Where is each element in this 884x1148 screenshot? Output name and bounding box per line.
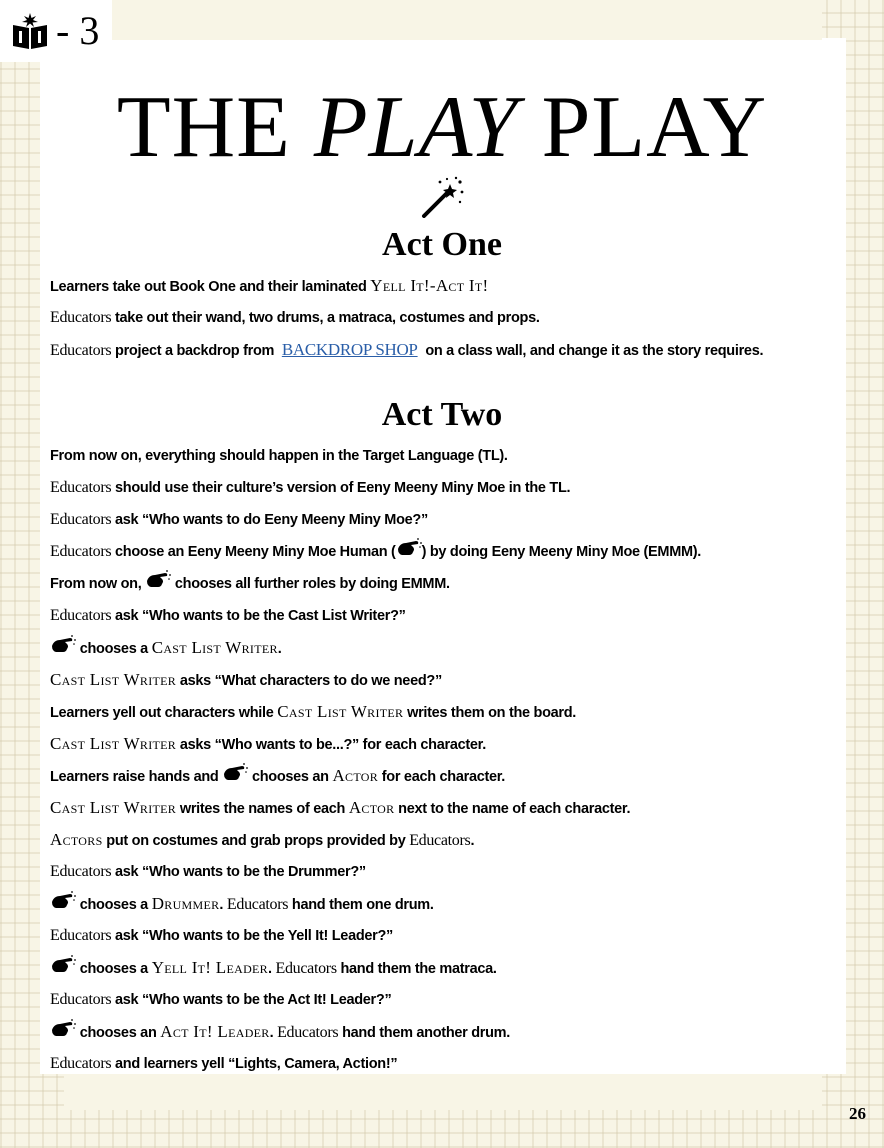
- list-item: [50, 760, 850, 792]
- book-number: - 3: [56, 8, 100, 53]
- list-item: [50, 664, 850, 696]
- cast-list-writer-term: Cast List Writer: [50, 734, 177, 753]
- line-text: hand them the matraca.: [336, 961, 497, 977]
- line-text: From now on,: [50, 576, 146, 592]
- title-part-play: PLAY: [518, 79, 768, 176]
- educators-term: Educators: [275, 960, 337, 977]
- line-text: next to the name of each character.: [394, 801, 631, 817]
- pointing-hand-icon: [50, 954, 76, 978]
- yell-it-leader-term: Yell It! Leader: [151, 958, 268, 977]
- pointing-hand-icon: [222, 762, 248, 786]
- act-it-leader-term: Act It! Leader: [160, 1022, 270, 1041]
- list-item: [50, 792, 850, 824]
- list-item: [50, 824, 850, 856]
- line-text: choose an Eeny Meeny Miny Moe Human (: [111, 544, 396, 560]
- list-item: [50, 856, 850, 888]
- educators-term: Educators: [50, 863, 112, 880]
- book-icon: [10, 11, 50, 51]
- line-text: From now on, everything should happen in the Target Language (TL).: [50, 448, 508, 464]
- line-text: chooses a: [76, 961, 152, 977]
- educators-term: Educators: [50, 309, 112, 326]
- line-text: asks “What characters to do we need?”: [176, 673, 442, 689]
- educators-term: Educators: [409, 832, 471, 849]
- line-text: ask “Who wants to be the Cast List Writer?”: [111, 608, 406, 624]
- line-text: writes them on the board.: [403, 705, 577, 721]
- line-text: should use their culture’s version of Eeny Meeny Miny Moe in the TL.: [111, 480, 571, 496]
- line-text: .: [219, 897, 227, 913]
- act-one-heading: Act One: [382, 226, 502, 263]
- pointing-hand-icon: [50, 890, 76, 914]
- cast-list-writer-term: Cast List Writer: [277, 702, 404, 721]
- act-two-list: [50, 440, 850, 1080]
- list-item: [50, 504, 850, 536]
- line-text: asks “Who wants to be...?” for each character.: [176, 737, 486, 753]
- line-text: ask “Who wants to be the Drummer?”: [111, 864, 366, 880]
- line-text: take out their wand, two drums, a matraca, costumes and props.: [111, 310, 540, 326]
- line-text: chooses all further roles by doing EMMM.: [171, 576, 450, 592]
- line-text: .: [268, 961, 276, 977]
- cast-list-writer-term: Cast List Writer: [50, 798, 177, 817]
- list-item: [50, 920, 850, 952]
- list-item: [50, 302, 850, 334]
- line-text: ask “Who wants to do Eeny Meeny Miny Moe?”: [111, 512, 428, 528]
- educators-term: Educators: [50, 511, 112, 528]
- line-text: on a class wall, and change it as the story requires.: [421, 343, 764, 359]
- cast-list-writer-term: Cast List Writer: [151, 638, 278, 657]
- pointing-hand-icon: [50, 634, 76, 658]
- yell-it-act-it-term: Yell It!-Act It!: [370, 276, 489, 295]
- page-number: 26: [849, 1104, 866, 1123]
- list-item: [50, 440, 850, 472]
- educators-term: Educators: [50, 1055, 112, 1072]
- title-part-the: THE: [116, 79, 314, 176]
- actors-term: Actors: [50, 830, 103, 849]
- educators-term: Educators: [277, 1024, 339, 1041]
- educators-term: Educators: [226, 896, 289, 913]
- list-item: [50, 472, 850, 504]
- line-text: .: [269, 1025, 278, 1041]
- educators-term: Educators: [50, 479, 112, 496]
- actor-term: Actor: [348, 798, 395, 817]
- line-text: chooses an: [76, 1025, 161, 1041]
- line-text: for each character.: [378, 769, 506, 785]
- page-title: [0, 79, 884, 176]
- line-text: Learners yell out characters while: [50, 705, 278, 721]
- act-two-heading: Act Two: [381, 396, 503, 433]
- list-item: [50, 1048, 850, 1080]
- list-item: [50, 984, 850, 1016]
- line-text: ask “Who wants to be the Act It! Leader?”: [111, 992, 392, 1008]
- pointing-hand-icon: [396, 537, 422, 561]
- list-item: [50, 952, 850, 984]
- line-text: writes the names of each: [176, 801, 349, 817]
- line-text: .: [470, 833, 475, 849]
- educators-term: Educators: [50, 991, 112, 1008]
- list-item: [50, 696, 850, 728]
- line-text: .: [277, 641, 282, 657]
- pointing-hand-icon: [145, 569, 171, 593]
- cast-list-writer-term: Cast List Writer: [50, 670, 177, 689]
- line-text: ) by doing Eeny Meeny Miny Moe (EMMM).: [421, 544, 702, 560]
- educators-term: Educators: [50, 543, 112, 560]
- backdrop-shop-link[interactable]: BACKDROP SHOP: [281, 340, 418, 359]
- act-one-list: [50, 270, 850, 366]
- educators-term: Educators: [50, 342, 112, 359]
- drummer-term: Drummer: [151, 894, 220, 913]
- line-text: put on costumes and grab props provided by: [102, 833, 410, 849]
- line-text: hand them one drum.: [288, 897, 434, 913]
- educators-term: Educators: [50, 607, 112, 624]
- line-text: chooses an: [248, 769, 333, 785]
- list-item: [50, 334, 850, 366]
- educators-term: Educators: [50, 927, 112, 944]
- list-item: [50, 888, 850, 920]
- line-text: project a backdrop from: [111, 343, 278, 359]
- magic-wand-icon: [420, 176, 464, 218]
- line-text: chooses a: [76, 897, 152, 913]
- book-number-badge: [0, 0, 112, 62]
- actor-term: Actor: [332, 766, 379, 785]
- list-item: [50, 600, 850, 632]
- line-text: chooses a: [76, 641, 152, 657]
- list-item: [50, 270, 850, 302]
- list-item: [50, 1016, 850, 1048]
- line-text: and learners yell “Lights, Camera, Action!”: [111, 1056, 398, 1072]
- list-item: [50, 536, 850, 568]
- list-item: [50, 568, 850, 600]
- title-part-play-italic: PLAY: [313, 79, 519, 176]
- list-item: [50, 728, 850, 760]
- line-text: Learners raise hands and: [50, 769, 223, 785]
- line-text: ask “Who wants to be the Yell It! Leader?”: [111, 928, 394, 944]
- pointing-hand-icon: [50, 1018, 76, 1042]
- list-item: [50, 632, 850, 664]
- top-border-strip: [64, 0, 822, 40]
- line-text: hand them another drum.: [338, 1025, 510, 1041]
- line-text: Learners take out Book One and their laminated: [50, 279, 371, 295]
